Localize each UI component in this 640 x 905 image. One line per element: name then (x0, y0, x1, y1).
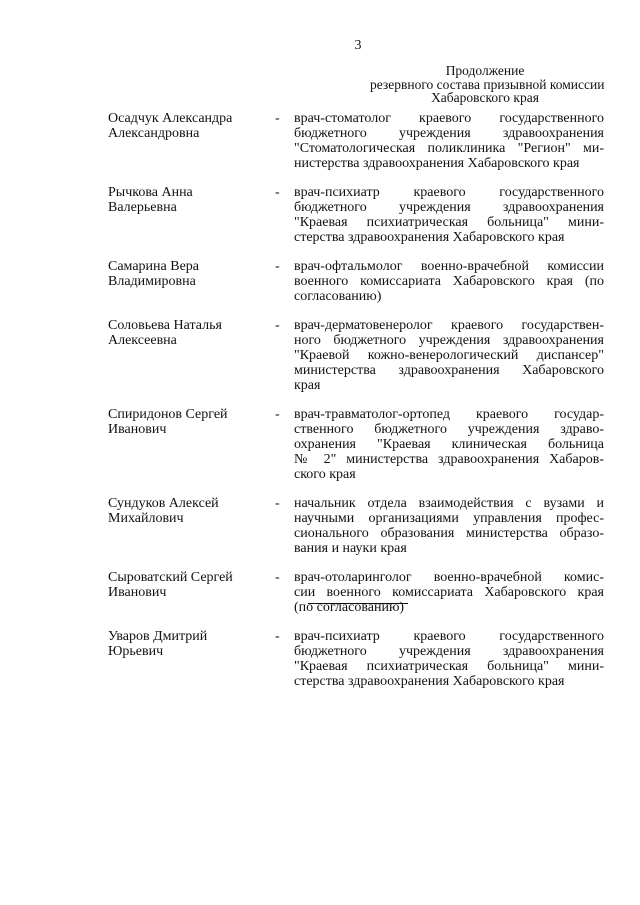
member-name (108, 318, 270, 393)
header-line-commission: резервного состава призывной комиссии (370, 76, 605, 92)
entry-dash: - (275, 629, 280, 644)
member-position (294, 407, 604, 482)
position-text-line: "Краевая психиатрическая больница" мини- (294, 215, 604, 230)
header-line-region: Хабаровского края (431, 90, 539, 105)
member-name-patronymic: Иванович (108, 422, 167, 437)
position-text-line: (по согласованию) (294, 600, 405, 615)
end-rule (308, 603, 408, 604)
position-text-line: стерства здравоохранения Хабаровского края (294, 230, 565, 245)
position-text-line: согласованию) (294, 289, 382, 304)
position-text-line: нистерства здравоохранения Хабаровского края (294, 156, 580, 171)
member-entry (108, 259, 604, 304)
member-name (108, 496, 270, 556)
member-name (108, 111, 270, 171)
commission-member-list (108, 111, 604, 703)
position-text-line: сии военного комиссариата Хабаровского края (294, 585, 604, 600)
position-text-line: стерства здравоохранения Хабаровского края (294, 674, 565, 689)
position-text-line: научными организациями управления профес- (294, 511, 604, 526)
position-text-line: врач-отоларинголог военно-врачебной комис- (294, 570, 604, 585)
position-text-line: бюджетного учреждения здравоохранения (294, 200, 604, 215)
member-name-surname-first: Соловьева Наталья (108, 318, 222, 333)
member-entry (108, 318, 604, 393)
position-text-line: начальник отдела взаимодействия с вузами и (294, 496, 604, 511)
member-name (108, 407, 270, 482)
member-position (294, 185, 604, 245)
position-text-line: врач-офтальмолог военно-врачебной комиссии (294, 259, 604, 274)
page-number: 3 (354, 38, 362, 53)
position-text-line: врач-травматолог-ортопед краевого государ- (294, 407, 604, 422)
position-text-line: "Краевой кожно-венерологический диспансер" (294, 348, 604, 363)
member-position (294, 111, 604, 171)
member-name-patronymic: Александровна (108, 126, 200, 141)
position-text-line: ского края (294, 467, 356, 482)
member-position (294, 496, 604, 556)
member-entry (108, 407, 604, 482)
member-name-patronymic: Иванович (108, 585, 167, 600)
member-name-surname-first: Сундуков Алексей (108, 496, 219, 511)
member-position (294, 570, 604, 615)
entry-dash: - (275, 496, 280, 511)
entry-dash: - (275, 570, 280, 585)
position-text-line: охранения "Краевая клиническая больница (294, 437, 604, 452)
position-text-line: врач-дерматовенеролог краевого государствен- (294, 318, 604, 333)
position-text-line: "Краевая психиатрическая больница" мини- (294, 659, 604, 674)
header-line-continuation: Продолжение (445, 63, 525, 78)
entry-dash: - (275, 185, 280, 200)
position-text-line: врач-психиатр краевого государственного (294, 185, 604, 200)
member-entry (108, 111, 604, 171)
member-name-surname-first: Уваров Дмитрий (108, 629, 208, 644)
member-position (294, 259, 604, 304)
position-text-line: министерства здравоохранения Хабаровского (294, 363, 604, 378)
position-text-line: ного бюджетного учреждения здравоохранения (294, 333, 604, 348)
position-text-line: вания и науки края (294, 541, 407, 556)
member-name-surname-first: Самарина Вера (108, 259, 199, 274)
position-text-line: врач-стоматолог краевого государственного (294, 111, 604, 126)
member-name-patronymic: Михайлович (108, 511, 184, 526)
member-entry (108, 570, 604, 615)
member-position (294, 629, 604, 689)
member-entry (108, 185, 604, 245)
member-name-patronymic: Валерьевна (108, 200, 177, 215)
member-name-patronymic: Алексеевна (108, 333, 177, 348)
entry-dash: - (275, 407, 280, 422)
position-text-line: ственного бюджетного учреждения здраво- (294, 422, 604, 437)
position-text-line: № 2" министерства здравоохранения Хабаров- (294, 452, 604, 467)
position-text-line: сионального образования министерства образо- (294, 526, 604, 541)
member-name-patronymic: Юрьевич (108, 644, 164, 659)
member-name-surname-first: Рычкова Анна (108, 185, 193, 200)
member-name-patronymic: Владимировна (108, 274, 196, 289)
entry-dash: - (275, 111, 280, 126)
position-text-line: "Стоматологическая поликлиника "Регион" ми- (294, 141, 604, 156)
member-name-surname-first: Осадчук Александра (108, 111, 233, 126)
member-name (108, 185, 270, 245)
position-text-line: бюджетного учреждения здравоохранения (294, 644, 604, 659)
member-entry (108, 629, 604, 689)
member-name (108, 259, 270, 304)
position-text-line: военного комиссариата Хабаровского края (по (294, 274, 604, 289)
member-entry (108, 496, 604, 556)
entry-dash: - (275, 318, 280, 333)
position-text-line: врач-психиатр краевого государственного (294, 629, 604, 644)
continuation-header (370, 63, 605, 105)
member-name-surname-first: Спиридонов Сергей (108, 407, 228, 422)
member-name (108, 629, 270, 689)
member-name-surname-first: Сыроватский Сергей (108, 570, 233, 585)
member-name (108, 570, 270, 615)
position-text-line: бюджетного учреждения здравоохранения (294, 126, 604, 141)
entry-dash: - (275, 259, 280, 274)
position-text-line: края (294, 378, 321, 393)
member-position (294, 318, 604, 393)
